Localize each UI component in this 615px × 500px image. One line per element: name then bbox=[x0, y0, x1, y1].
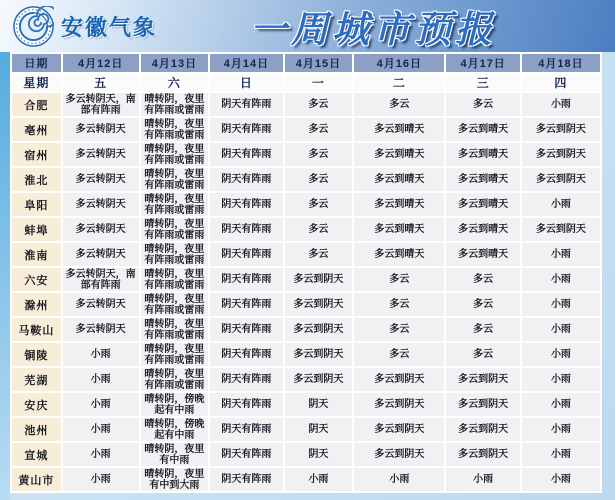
forecast-cell: 多云转阴天 bbox=[63, 243, 139, 266]
date-header-5: 4月16日 bbox=[354, 54, 444, 72]
forecast-cell: 多云 bbox=[446, 318, 519, 341]
forecast-cell: 晴转阴，夜里有阵雨或雷雨 bbox=[141, 93, 209, 116]
forecast-cell: 多云到晴天 bbox=[354, 243, 444, 266]
city-name: 池州 bbox=[12, 418, 61, 441]
forecast-cell: 阴天有阵雨 bbox=[210, 193, 282, 216]
forecast-cell: 阴天有阵雨 bbox=[210, 393, 282, 416]
date-row bbox=[12, 54, 600, 72]
forecast-cell: 晴转阴，夜里有阵雨或雷雨 bbox=[141, 318, 209, 341]
forecast-cell: 晴转阴，夜里有中雨 bbox=[141, 443, 209, 466]
city-name: 淮南 bbox=[12, 243, 61, 266]
date-row-label: 日期 bbox=[12, 54, 61, 72]
forecast-cell: 多云 bbox=[446, 293, 519, 316]
forecast-cell: 小雨 bbox=[63, 418, 139, 441]
forecast-cell: 阴天有阵雨 bbox=[210, 443, 282, 466]
forecast-cell: 多云转阴天 bbox=[63, 143, 139, 166]
forecast-cell: 多云到阴天 bbox=[446, 393, 519, 416]
forecast-cell: 多云到阴天 bbox=[285, 318, 353, 341]
forecast-cell: 多云 bbox=[446, 343, 519, 366]
forecast-cell: 阴天有阵雨 bbox=[210, 243, 282, 266]
forecast-row bbox=[12, 368, 600, 391]
brand bbox=[0, 6, 157, 47]
city-name: 淮北 bbox=[12, 168, 61, 191]
forecast-row bbox=[12, 443, 600, 466]
forecast-row bbox=[12, 218, 600, 241]
forecast-cell: 多云到晴天 bbox=[446, 243, 519, 266]
forecast-cell: 多云到晴天 bbox=[354, 118, 444, 141]
weekday-header-5: 二 bbox=[354, 74, 444, 91]
forecast-cell: 多云到晴天 bbox=[446, 168, 519, 191]
forecast-cell: 多云 bbox=[354, 293, 444, 316]
forecast-cell: 多云转阴天 bbox=[63, 218, 139, 241]
week-row-label: 星期 bbox=[12, 74, 61, 91]
weekday-header-4: 一 bbox=[285, 74, 353, 91]
city-name: 滁州 bbox=[12, 293, 61, 316]
forecast-cell: 多云到阴天 bbox=[522, 118, 600, 141]
forecast-cell: 多云转阴天 bbox=[63, 168, 139, 191]
forecast-cell: 晴转阴，夜里有阵雨或雷雨 bbox=[141, 268, 209, 291]
forecast-cell: 多云到阴天 bbox=[354, 443, 444, 466]
forecast-cell: 多云到晴天 bbox=[446, 143, 519, 166]
forecast-cell: 多云到阴天 bbox=[354, 393, 444, 416]
forecast-cell: 阴天有阵雨 bbox=[210, 468, 282, 491]
forecast-cell: 阴天有阵雨 bbox=[210, 318, 282, 341]
forecast-cell: 阴天 bbox=[285, 443, 353, 466]
forecast-cell: 晴转阴，夜里有阵雨或雷雨 bbox=[141, 243, 209, 266]
forecast-cell: 多云到阴天 bbox=[285, 268, 353, 291]
forecast-cell: 多云 bbox=[285, 243, 353, 266]
forecast-cell: 多云到阴天 bbox=[354, 418, 444, 441]
forecast-cell: 多云到晴天 bbox=[446, 218, 519, 241]
anhui-meteorology-logo-icon bbox=[13, 6, 54, 47]
date-header-3: 4月14日 bbox=[210, 54, 282, 72]
city-name: 亳州 bbox=[12, 118, 61, 141]
forecast-cell: 多云到阴天 bbox=[446, 368, 519, 391]
week-row bbox=[12, 74, 600, 91]
forecast-cell: 小雨 bbox=[522, 293, 600, 316]
forecast-row bbox=[12, 268, 600, 291]
forecast-cell: 多云到阴天 bbox=[285, 343, 353, 366]
forecast-cell: 小雨 bbox=[63, 393, 139, 416]
forecast-cell: 多云到晴天 bbox=[354, 193, 444, 216]
forecast-cell: 阴天 bbox=[285, 393, 353, 416]
forecast-cell: 多云转阴天 bbox=[63, 193, 139, 216]
forecast-cell: 多云到阴天 bbox=[522, 143, 600, 166]
forecast-table-body bbox=[12, 93, 600, 491]
forecast-cell: 多云 bbox=[285, 218, 353, 241]
forecast-table bbox=[10, 52, 602, 493]
weekday-header-3: 日 bbox=[210, 74, 282, 91]
forecast-cell: 多云到晴天 bbox=[354, 168, 444, 191]
forecast-row bbox=[12, 118, 600, 141]
forecast-cell: 小雨 bbox=[522, 318, 600, 341]
forecast-cell: 多云到晴天 bbox=[354, 218, 444, 241]
forecast-cell: 多云 bbox=[354, 268, 444, 291]
forecast-cell: 多云 bbox=[285, 118, 353, 141]
city-name: 蚌埠 bbox=[12, 218, 61, 241]
forecast-cell: 小雨 bbox=[522, 343, 600, 366]
forecast-cell: 多云到阴天 bbox=[446, 443, 519, 466]
forecast-cell: 小雨 bbox=[285, 468, 353, 491]
forecast-cell: 多云 bbox=[446, 268, 519, 291]
weekday-header-6: 三 bbox=[446, 74, 519, 91]
brand-name: 安徽气象 bbox=[61, 14, 158, 40]
forecast-cell: 阴天有阵雨 bbox=[210, 293, 282, 316]
forecast-cell: 晴转阴，夜里有中到大雨 bbox=[141, 468, 209, 491]
left-margin-strip bbox=[0, 52, 10, 500]
forecast-cell: 多云 bbox=[354, 93, 444, 116]
city-name: 六安 bbox=[12, 268, 61, 291]
forecast-cell: 多云 bbox=[285, 168, 353, 191]
forecast-cell: 多云到晴天 bbox=[354, 143, 444, 166]
forecast-cell: 晴转阴，夜里有阵雨或雷雨 bbox=[141, 143, 209, 166]
forecast-row bbox=[12, 93, 600, 116]
forecast-cell: 小雨 bbox=[522, 393, 600, 416]
forecast-row bbox=[12, 393, 600, 416]
forecast-row bbox=[12, 143, 600, 166]
forecast-cell: 小雨 bbox=[354, 468, 444, 491]
city-name: 黄山市 bbox=[12, 468, 61, 491]
forecast-cell: 多云到阴天 bbox=[285, 293, 353, 316]
forecast-cell: 小雨 bbox=[522, 93, 600, 116]
weekday-header-2: 六 bbox=[141, 74, 209, 91]
date-header-7: 4月18日 bbox=[522, 54, 600, 72]
forecast-cell: 小雨 bbox=[522, 268, 600, 291]
city-name: 马鞍山 bbox=[12, 318, 61, 341]
forecast-cell: 阴天有阵雨 bbox=[210, 418, 282, 441]
city-name: 宿州 bbox=[12, 143, 61, 166]
forecast-cell: 多云转阴天，南部有阵雨 bbox=[63, 93, 139, 116]
forecast-cell: 阴天有阵雨 bbox=[210, 268, 282, 291]
forecast-cell: 多云到阴天 bbox=[446, 418, 519, 441]
forecast-cell: 多云到晴天 bbox=[446, 193, 519, 216]
forecast-cell: 多云到阴天 bbox=[522, 218, 600, 241]
weekday-header-7: 四 bbox=[522, 74, 600, 91]
forecast-cell: 晴转阴，夜里有阵雨或雷雨 bbox=[141, 118, 209, 141]
forecast-row bbox=[12, 193, 600, 216]
forecast-cell: 小雨 bbox=[63, 443, 139, 466]
forecast-cell: 多云转阴天 bbox=[63, 293, 139, 316]
forecast-cell: 小雨 bbox=[63, 368, 139, 391]
forecast-cell: 阴天有阵雨 bbox=[210, 93, 282, 116]
forecast-cell: 阴天有阵雨 bbox=[210, 143, 282, 166]
forecast-cell: 多云 bbox=[446, 93, 519, 116]
forecast-cell: 晴转阴，夜里有阵雨或雷雨 bbox=[141, 293, 209, 316]
forecast-cell: 晴转阴，夜里有阵雨或雷雨 bbox=[141, 193, 209, 216]
forecast-cell: 阴天 bbox=[285, 418, 353, 441]
forecast-cell: 小雨 bbox=[522, 418, 600, 441]
date-header-4: 4月15日 bbox=[285, 54, 353, 72]
city-name: 合肥 bbox=[12, 93, 61, 116]
forecast-cell: 多云 bbox=[354, 343, 444, 366]
page-title: 一周城市预报 bbox=[250, 9, 496, 50]
date-header-2: 4月13日 bbox=[141, 54, 209, 72]
forecast-cell: 多云 bbox=[354, 318, 444, 341]
city-name: 铜陵 bbox=[12, 343, 61, 366]
forecast-cell: 多云 bbox=[285, 93, 353, 116]
city-name: 阜阳 bbox=[12, 193, 61, 216]
forecast-cell: 小雨 bbox=[63, 468, 139, 491]
forecast-row bbox=[12, 243, 600, 266]
forecast-cell: 小雨 bbox=[522, 443, 600, 466]
city-name: 宣城 bbox=[12, 443, 61, 466]
forecast-cell: 多云到阴天 bbox=[285, 368, 353, 391]
forecast-cell: 阴天有阵雨 bbox=[210, 168, 282, 191]
forecast-cell: 多云转阴天 bbox=[63, 118, 139, 141]
forecast-cell: 小雨 bbox=[63, 343, 139, 366]
forecast-cell: 晴转阴，夜里有阵雨或雷雨 bbox=[141, 218, 209, 241]
forecast-cell: 小雨 bbox=[522, 468, 600, 491]
forecast-cell: 晴转阴，夜里有阵雨或雷雨 bbox=[141, 343, 209, 366]
forecast-cell: 晴转阴，傍晚起有中雨 bbox=[141, 418, 209, 441]
forecast-row bbox=[12, 293, 600, 316]
forecast-cell: 阴天有阵雨 bbox=[210, 343, 282, 366]
forecast-cell: 多云到晴天 bbox=[446, 118, 519, 141]
page-header bbox=[0, 0, 615, 52]
forecast-cell: 小雨 bbox=[522, 368, 600, 391]
date-header-6: 4月17日 bbox=[446, 54, 519, 72]
forecast-cell: 阴天有阵雨 bbox=[210, 218, 282, 241]
forecast-cell: 晴转阴，夜里有阵雨或雷雨 bbox=[141, 368, 209, 391]
forecast-cell: 小雨 bbox=[522, 193, 600, 216]
forecast-row bbox=[12, 343, 600, 366]
forecast-cell: 多云到阴天 bbox=[522, 168, 600, 191]
forecast-cell: 晴转阴，夜里有阵雨或雷雨 bbox=[141, 168, 209, 191]
forecast-row bbox=[12, 168, 600, 191]
forecast-table-wrap bbox=[10, 52, 602, 493]
forecast-cell: 晴转阴，傍晚起有中雨 bbox=[141, 393, 209, 416]
forecast-cell: 小雨 bbox=[446, 468, 519, 491]
forecast-cell: 多云转阴天 bbox=[63, 318, 139, 341]
forecast-cell: 多云转阴天，南部有阵雨 bbox=[63, 268, 139, 291]
date-header-1: 4月12日 bbox=[63, 54, 139, 72]
forecast-cell: 阴天有阵雨 bbox=[210, 118, 282, 141]
forecast-row bbox=[12, 318, 600, 341]
weekday-header-1: 五 bbox=[63, 74, 139, 91]
forecast-cell: 多云到阴天 bbox=[354, 368, 444, 391]
forecast-row bbox=[12, 418, 600, 441]
forecast-cell: 小雨 bbox=[522, 243, 600, 266]
forecast-cell: 多云 bbox=[285, 193, 353, 216]
city-name: 安庆 bbox=[12, 393, 61, 416]
city-name: 芜湖 bbox=[12, 368, 61, 391]
forecast-cell: 阴天有阵雨 bbox=[210, 368, 282, 391]
forecast-row bbox=[12, 468, 600, 491]
forecast-cell: 多云 bbox=[285, 143, 353, 166]
